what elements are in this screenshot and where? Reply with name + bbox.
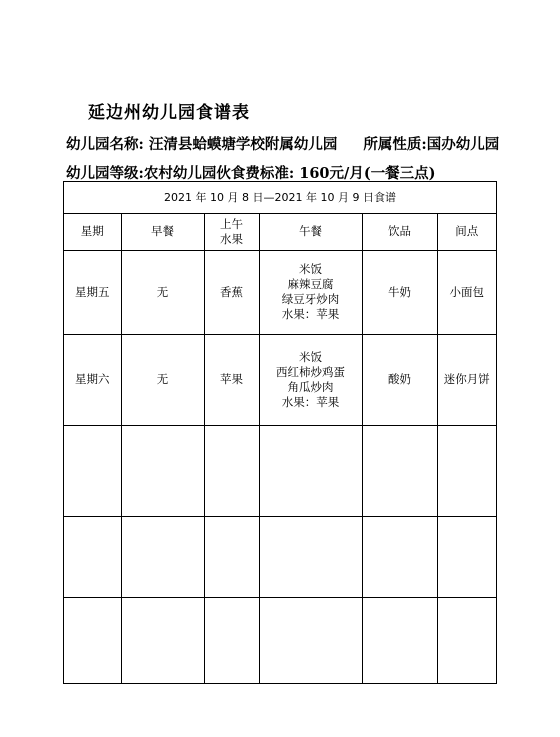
empty-table-row [64,516,496,597]
menu-period: 2021 年 10 月 8 日—2021 年 10 月 9 日食谱 [64,182,496,214]
header-snack: 间点 [437,214,496,250]
breakfast-cell: 无 [121,250,204,334]
lunch-item: 绿豆牙炒肉 [281,292,340,306]
header-morning-fruit-line-1: 上午 [220,216,243,231]
grade-value: 农村幼儿园伙食费标准: 160元/月(一餐三点) [143,165,436,182]
empty-cell [437,425,496,516]
ownership-type-value: 国办幼儿园 [426,136,500,153]
ownership-type-label: 所属性质: [363,136,427,153]
empty-cell [362,597,437,683]
lunch-cell [259,334,362,425]
empty-cell [204,425,259,516]
empty-table-row [64,425,496,516]
snack-cell: 小面包 [437,250,496,334]
header-morning-fruit-line-2: 水果 [220,231,243,246]
empty-cell [64,425,121,516]
header-breakfast: 早餐 [121,214,204,250]
menu-table [64,214,496,683]
header-drink: 饮品 [362,214,437,250]
empty-cell [204,597,259,683]
document-title: 延边州幼儿园食谱表 [88,103,250,123]
snack-cell: 迷你月饼 [437,334,496,425]
drink-cell: 酸奶 [362,334,437,425]
empty-cell [259,597,362,683]
lunch-item: 水果：苹果 [281,307,340,321]
morning-fruit-cell: 苹果 [204,334,259,425]
empty-cell [362,425,437,516]
empty-cell [437,516,496,597]
lunch-item: 角瓜炒肉 [287,379,334,394]
lunch-item: 水果：苹果 [281,394,340,409]
empty-cell [121,597,204,683]
empty-cell [259,425,362,516]
empty-cell [259,516,362,597]
header-morning-fruit [204,214,259,250]
lunch-item: 西红柿炒鸡蛋 [276,364,345,379]
table-row [64,250,496,334]
empty-cell [64,597,121,683]
grade-label: 幼儿园等级: [66,165,144,182]
kindergarten-name-label: 幼儿园名称: [66,136,144,153]
empty-cell [362,516,437,597]
lunch-item: 麻辣豆腐 [287,277,334,291]
weekday-cell: 星期六 [64,334,121,425]
empty-cell [121,516,204,597]
lunch-cell [259,250,362,334]
empty-cell [204,516,259,597]
header-weekday: 星期 [64,214,121,250]
empty-cell [64,516,121,597]
table-header-row [64,214,496,250]
menu-table-frame [63,181,497,684]
lunch-item: 米饭 [299,262,322,276]
table-row [64,334,496,425]
breakfast-cell: 无 [121,334,204,425]
kindergarten-name-value: 汪清县蛤蟆塘学校附属幼儿园 [143,136,338,153]
header-lunch: 午餐 [259,214,362,250]
empty-cell [121,425,204,516]
empty-cell [437,597,496,683]
drink-cell: 牛奶 [362,250,437,334]
empty-table-row [64,597,496,683]
lunch-item: 米饭 [299,349,322,364]
kindergarten-info-line [66,133,499,154]
morning-fruit-cell: 香蕉 [204,250,259,334]
kindergarten-grade-line [66,162,436,183]
weekday-cell: 星期五 [64,250,121,334]
